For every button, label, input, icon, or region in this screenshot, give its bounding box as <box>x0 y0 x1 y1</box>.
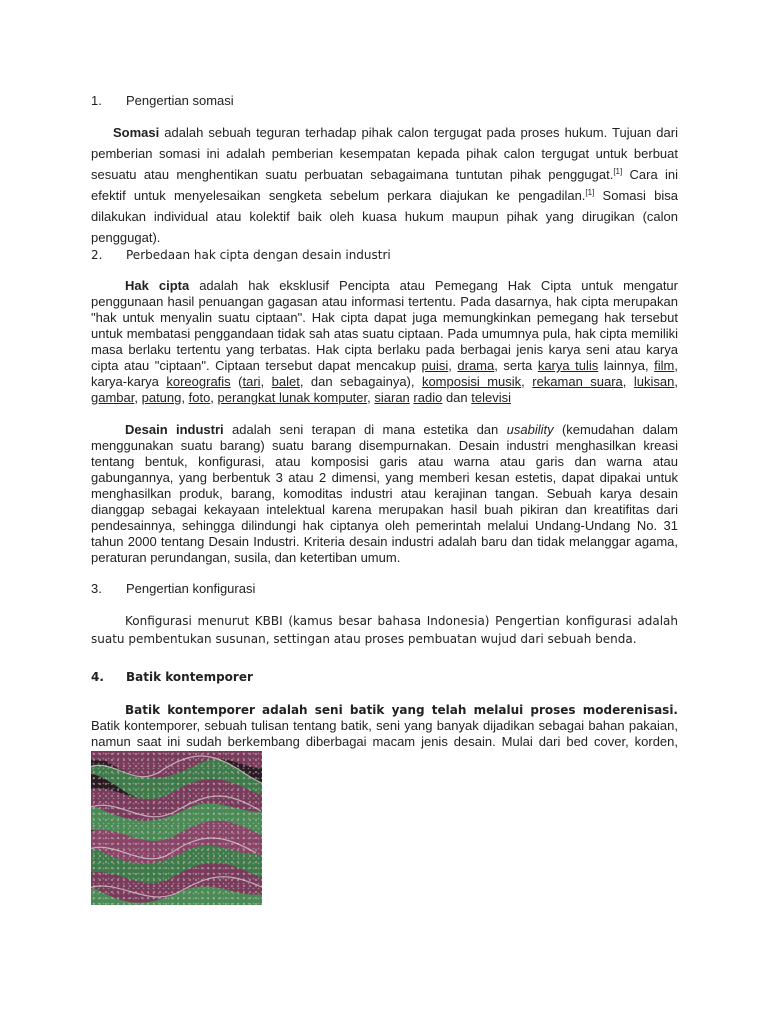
paragraph-hak-cipta: Hak cipta adalah hak eksklusif Pencipta atau Pemegang Hak Cipta untuk mengatur penggunaan hasil penuangan gagasan atau informasi tertentu. Pada dasarnya, hak cipta merupakan "hak untuk menyalin suatu ciptaan". Hak cipta dapat juga memungkinkan pemegang hak tersebut untuk membatasi penggandaan tidak sah atas suatu ciptaan. Pada umumnya pula, hak cipta memiliki masa berlaku tertentu yang terbatas. Hak cipta berlaku pada berbagai jenis karya seni atau karya cipta atau "ciptaan". Ciptaan tersebut dapat mencakup puisi, drama, serta karya tulis lainnya, film, karya-karya koreografis (tari, balet, dan sebagainya), komposisi musik, rekaman suara, lukisan, gambar, patung, foto, perangkat lunak komputer, siaran radio dan televisi <box>91 278 678 405</box>
link-radio[interactable]: radio <box>413 390 443 405</box>
reference-link[interactable]: [1] <box>613 167 623 176</box>
section-number: 4. <box>91 670 104 684</box>
paragraph-desain-industri: Desain industri adalah seni terapan di mana estetika dan usability (kemudahan dalam menggunakan suatu barang) suatu barang disempurnakan. Desain industri menghasilkan kreasi tentang bentuk, konfigurasi, atau komposisi garis atau warna atau garis dan warna atau gabungannya, yang berbentuk 3 atau 2 dimensi, yang memberi kesan estetis, dapat dipakai untuk menghasilkan produk, barang, komoditas industri atau kerajinan tangan. Sebuah karya desain dianggap sebagai kekayaan intelektual karena merupakan hasil buah pikiran dan kreatifitas dari pendesainnya, sehingga dilindungi hak ciptanya oleh pemerintah melalui Undang-Undang No. 31 tahun 2000 tentang Desain Industri. Kriteria desain industri adalah baru dan tidak melanggar agama, peraturan perundangan, susila, dan ketertiban umum. <box>91 422 678 565</box>
section-title: Pengertian somasi <box>126 93 234 108</box>
link-karya-tulis[interactable]: karya tulis <box>537 358 599 373</box>
link-televisi[interactable]: televisi <box>471 390 512 405</box>
section-heading-konfigurasi <box>91 581 255 596</box>
link-komposisi-musik[interactable]: komposisi musik <box>421 374 522 389</box>
link-tari[interactable]: tari <box>242 374 261 389</box>
section-number: 3. <box>91 581 102 596</box>
link-gambar[interactable]: gambar <box>91 390 135 405</box>
term-hak-cipta: Hak cipta <box>125 278 190 293</box>
link-patung[interactable]: patung <box>141 390 182 405</box>
paragraph-konfigurasi: Konfigurasi menurut KBBI (kamus besar bahasa Indonesia) Pengertian konfigurasi adalah suatu pembentukan susunan, settingan atau proses pembuatan wujud dari sebuah benda. <box>91 614 678 646</box>
term-desain-industri: Desain industri <box>125 422 224 437</box>
section-title: Batik kontemporer <box>126 670 253 684</box>
link-lukisan[interactable]: lukisan <box>633 374 675 389</box>
link-drama[interactable]: drama <box>457 358 495 373</box>
link-siaran[interactable]: siaran <box>374 390 410 405</box>
section-heading-somasi <box>91 93 234 108</box>
batik-fabric-photo <box>91 751 262 905</box>
link-koreografis[interactable]: koreografis <box>166 374 231 389</box>
paragraph-batik: Batik kontemporer adalah seni batik yang telah melalui proses moderenisasi. Batik kontemporer, sebuah tulisan tentang batik, seni yang banyak dijadikan sebagai bahan pakaian, namun saat ini sudah berkembang diberbagai macam jenis desain. Mulai dari bed cover, korden, <box>91 703 678 749</box>
link-balet[interactable]: balet <box>271 374 300 389</box>
section-title: Pengertian konfigurasi <box>126 581 256 596</box>
section-number: 2. <box>91 248 103 262</box>
link-perangkat-lunak-komputer[interactable]: perangkat lunak komputer <box>217 390 368 405</box>
section-title: Perbedaan hak cipta dengan desain industri <box>126 248 391 262</box>
link-rekaman-suara[interactable]: rekaman suara <box>532 374 623 389</box>
link-puisi[interactable]: puisi <box>421 358 449 373</box>
section-heading-hak-cipta <box>91 248 391 262</box>
term-batik-kontemporer: Batik kontemporer adalah seni batik yang telah melalui proses moderenisasi. <box>125 703 678 717</box>
reference-link[interactable]: [1] <box>585 188 595 197</box>
link-foto[interactable]: foto <box>188 390 211 405</box>
paragraph-somasi: Somasi adalah sebuah teguran terhadap pihak calon tergugat pada proses hukum. Tujuan dari pemberian somasi ini adalah pemberian kesempatan kepada pihak calon tergugat untuk berbuat sesuatu atau menghentikan suatu perbuatan sebagaimana tuntutan pihak penggugat.[1] Cara ini efektif untuk menyelesaikan sengketa sebelum perkara diajukan ke pengadilan.[1] Somasi bisa dilakukan individual atau kolektif baik oleh kuasa hukum maupun pihak yang dirugikan (calon penggugat). <box>91 125 678 245</box>
section-number: 1. <box>91 93 102 108</box>
section-heading-batik <box>91 670 253 684</box>
term-somasi: Somasi <box>113 125 160 140</box>
link-film[interactable]: film <box>654 358 675 373</box>
